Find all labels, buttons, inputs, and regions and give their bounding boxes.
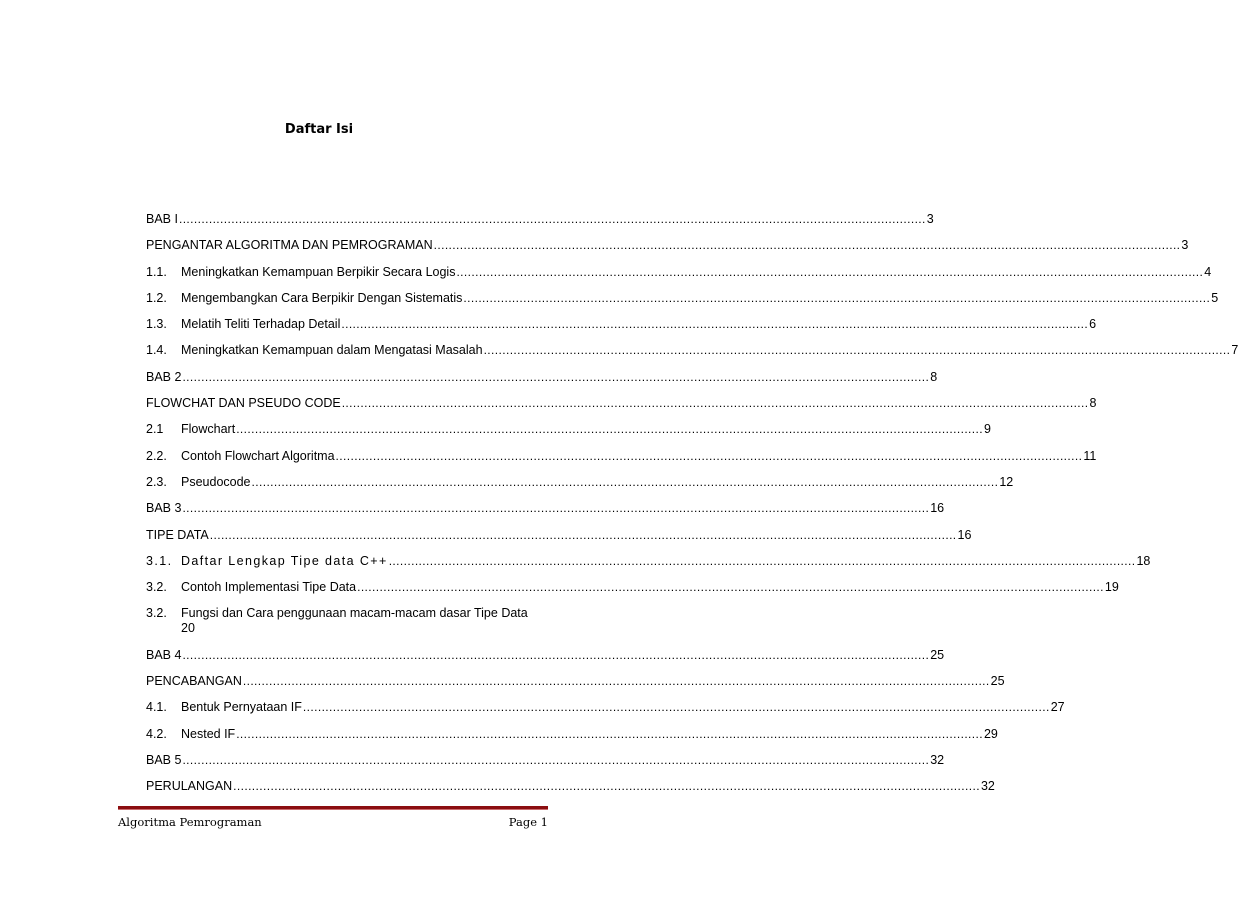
toc-entry-label: Contoh Flowchart Algoritma (181, 448, 335, 463)
toc-entry-label: PERULANGAN (146, 779, 233, 794)
dot-leader: ........................................................................................................................................................................................................ (209, 527, 957, 542)
toc-entry[interactable] (146, 553, 1151, 569)
footer-book-title: Algoritma Pemrograman (118, 815, 262, 829)
dot-leader: ........................................................................................................................................................................................................ (463, 290, 1211, 305)
toc-entry[interactable] (146, 474, 1014, 490)
dot-leader: ........................................................................................................................................................................................................ (236, 726, 983, 741)
toc-entry-label: BAB 2 (146, 369, 182, 384)
dot-leader: ........................................................................................................................................................................................................ (302, 700, 1050, 715)
toc-entry[interactable] (146, 343, 1238, 358)
toc-entry-number: 1.1. (146, 264, 167, 279)
dot-leader: ........................................................................................................................................................................................................ (242, 674, 990, 689)
footer-page-number: Page 1 (508, 815, 548, 829)
page-footer (118, 815, 548, 829)
dot-leader: ........................................................................................................................................................................................................ (182, 752, 930, 767)
dot-leader: ........................................................................................................................................................................................................ (456, 264, 1204, 279)
toc-entry-number: 3.1. (146, 553, 173, 568)
toc-entry-page: 32 (980, 779, 995, 794)
toc-entry-page: 8 (1089, 396, 1097, 411)
toc-entry[interactable] (146, 726, 998, 742)
toc-entry-page: 20 (181, 621, 195, 636)
dot-leader: ........................................................................................................................................................................................................ (341, 396, 1089, 411)
toc-entry-page: 18 (1136, 553, 1151, 568)
dot-leader: ........................................................................................................................................................................................................ (357, 580, 1104, 595)
toc-entry-label: Melatih Teliti Terhadap Detail (181, 317, 341, 332)
toc-entry-label: Mengembangkan Cara Berpikir Dengan Sistematis (181, 290, 463, 305)
toc-entry-number: 1.4. (146, 343, 167, 358)
toc-entry-label: BAB I (146, 212, 178, 226)
dot-leader: ........................................................................................................................................................................................................ (433, 238, 1181, 253)
toc-entry-label: FLOWCHAT DAN PSEUDO CODE (146, 396, 341, 411)
dot-leader: ........................................................................................................................................................................................................ (233, 779, 980, 794)
toc-entry-label: Nested IF (181, 726, 236, 741)
toc-entry-page: 9 (983, 422, 991, 437)
toc-entry-label: PENCABANGAN (146, 674, 242, 689)
toc-entry[interactable] (146, 647, 945, 663)
dot-leader: ........................................................................................................................................................................................................ (251, 474, 999, 489)
toc-entry-number: 3.2. (146, 580, 167, 595)
toc-entry-label: TIPE DATA (146, 527, 209, 542)
toc-entry-label: BAB 3 (146, 501, 182, 516)
toc-entry-label: Daftar Lengkap Tipe data C++ (181, 553, 388, 568)
dot-leader: ........................................................................................................................................................................................................ (236, 422, 983, 437)
toc-entry-label: Flowchart (181, 422, 236, 437)
toc-entry[interactable] (146, 606, 546, 636)
toc-entry-label: Meningkatkan Kemampuan Berpikir Secara Logis (181, 264, 456, 279)
toc-entry[interactable] (146, 580, 1119, 595)
toc-entry[interactable] (146, 396, 1097, 411)
toc-entry-page: 8 (930, 369, 938, 384)
toc-entry-number: 1.2. (146, 290, 167, 305)
toc-entry[interactable] (146, 317, 1097, 332)
toc-entry-number: 2.3. (146, 474, 167, 489)
toc-entry-number: 1.3. (146, 317, 167, 332)
toc-entry-label: BAB 4 (146, 647, 182, 662)
toc-entry[interactable] (146, 501, 945, 516)
dot-leader: ........................................................................................................................................................................................................ (182, 647, 930, 662)
toc-entry[interactable] (146, 527, 972, 543)
toc-entry-number: 2.2. (146, 448, 167, 463)
toc-entry-page: 25 (930, 647, 945, 662)
toc-entry[interactable] (146, 369, 938, 385)
toc-entry-page: 12 (999, 474, 1014, 489)
toc-entry-page: 6 (1089, 317, 1097, 332)
toc-entry-label: Pseudocode (181, 474, 251, 489)
toc-entry-page: 3 (926, 212, 934, 226)
toc-entry-label-block (181, 606, 528, 636)
footer-rule (118, 806, 548, 810)
toc-entry-label: Contoh Implementasi Tipe Data (181, 580, 357, 595)
dot-leader: ........................................................................................................................................................................................................ (178, 212, 926, 226)
toc-entry-page: 16 (930, 501, 945, 516)
toc-entry-page: 7 (1231, 343, 1238, 358)
toc-entry[interactable] (146, 752, 945, 768)
toc-entry-page: 3 (1181, 238, 1189, 253)
dot-leader: ........................................................................................................................................................................................................ (182, 501, 930, 516)
toc-entry-page: 29 (983, 726, 998, 741)
toc-entry-label: Bentuk Pernyataan IF (181, 700, 302, 715)
toc-entry-label: Meningkatkan Kemampuan dalam Mengatasi Masalah (181, 343, 483, 358)
toc-entry[interactable] (146, 264, 1212, 280)
toc-entry-label: BAB 5 (146, 752, 182, 767)
toc-entry-page: 11 (1083, 448, 1097, 463)
toc-entry-number: 3.2. (146, 606, 167, 621)
toc-entry[interactable] (146, 700, 1065, 715)
toc-entry-page: 4 (1204, 264, 1212, 279)
toc-entry-page: 16 (957, 527, 972, 542)
toc-entry[interactable] (146, 290, 1219, 306)
toc-entry[interactable] (146, 448, 1097, 464)
dot-leader: ........................................................................................................................................................................................................ (341, 317, 1089, 332)
toc-entry-label: PENGANTAR ALGORITMA DAN PEMROGRAMAN (146, 238, 433, 253)
toc-entry-page: 19 (1104, 580, 1119, 595)
toc-entry[interactable] (146, 422, 991, 437)
dot-leader: ........................................................................................................................................................................................................ (182, 369, 930, 384)
dot-leader: ........................................................................................................................................................................................................ (388, 553, 1136, 568)
toc-entry-page: 32 (930, 752, 945, 767)
dot-leader: ........................................................................................................................................................................................................ (483, 343, 1231, 358)
toc-entry-page: 5 (1211, 290, 1219, 305)
toc-entry-page: 27 (1050, 700, 1065, 715)
dot-leader: ........................................................................................................................................................................................................ (335, 448, 1083, 463)
toc-entry-number: 4.2. (146, 726, 167, 741)
toc-entry[interactable] (146, 212, 934, 227)
toc-entry[interactable] (146, 238, 1189, 253)
toc-entry-number: 4.1. (146, 700, 167, 715)
page-title: Daftar Isi (284, 122, 354, 137)
toc-entry-number: 2.1 (146, 422, 164, 437)
toc-entry-page: 25 (990, 674, 1005, 689)
toc-entry-label: Fungsi dan Cara penggunaan macam-macam dasar Tipe Data (181, 606, 528, 621)
toc-entry[interactable] (146, 779, 995, 794)
toc-entry[interactable] (146, 674, 1005, 689)
table-of-contents (146, 212, 1238, 806)
